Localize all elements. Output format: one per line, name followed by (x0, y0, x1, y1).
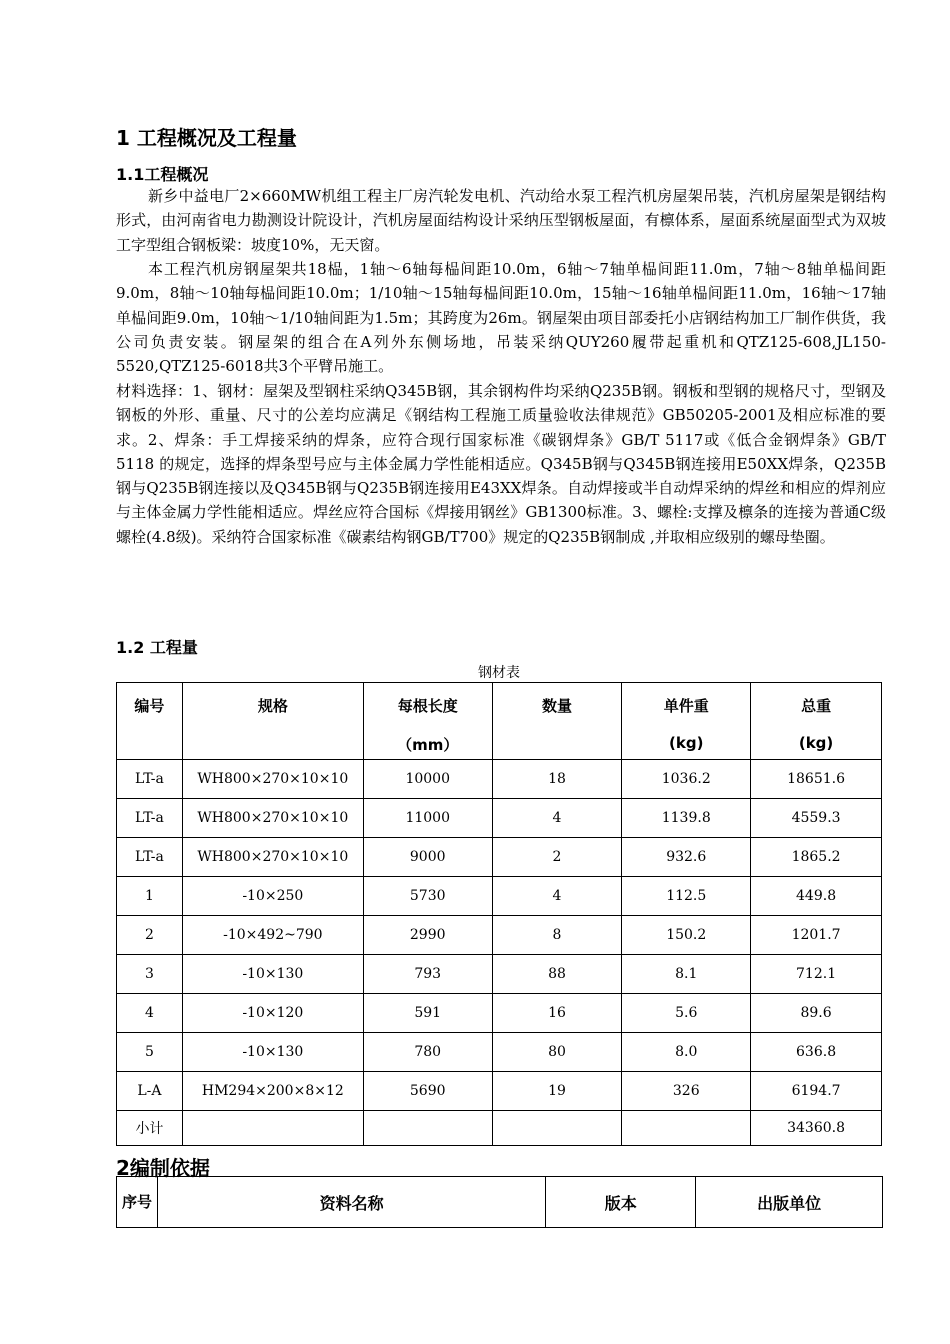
materials-paragraph: 材料选择：1、钢材：屋架及型钢柱采纳Q345B钢，其余钢构件均采纳Q235B钢。钢板和型钢的规格尺寸，型钢及钢板的外形、重量、尺寸的公差均应满足《钢结构工程施工质量验收法律规范》GB50205-2001及相应标准的要求。2、焊条：手工焊接采纳的焊条，应符合现行国家标准《碳钢焊条》GB/T 5117或《低合金钢焊条》GB/T 5118 的规定，选择的焊条型号应与主体金属力学性能相适应。Q345B钢与Q345B钢连接用E50XX焊条，Q235B钢与Q235B钢连接以及Q345B钢与Q235B钢连接用E43XX焊条。自动焊接或半自动焊采纳的焊丝和相应的焊剂应与主体金属力学性能相适应。焊丝应符合国标《焊接用钢丝》GB1300标准。3、螺栓:支撑及檩条的连接为普通C级螺栓(4.8级)。采纳符合国家标准《碳素结构钢GB/T700》规定的Q235B钢制成 ,并取相应级别的螺母垫圈。 (116, 382, 886, 546)
cell-unit-weight: 150.2 (622, 916, 751, 955)
cell-unit-weight: 8.1 (622, 955, 751, 994)
steel-table-subtotal-row (117, 1111, 882, 1146)
cell-spec: -10×492~790 (182, 916, 363, 955)
header-quantity: 数量 (492, 683, 622, 760)
cell-id: 4 (117, 994, 183, 1033)
section-2-title: 2编制依据 (116, 1156, 210, 1180)
subtotal-empty-cell (622, 1111, 751, 1146)
cell-spec: -10×120 (182, 994, 363, 1033)
header-publisher: 出版单位 (696, 1177, 883, 1228)
cell-spec: -10×130 (182, 1033, 363, 1072)
cell-spec: WH800×270×10×10 (182, 799, 363, 838)
header-serial-no: 序号 (117, 1177, 158, 1228)
cell-id: 5 (117, 1033, 183, 1072)
section-1-2-title: 1.2 工程量 (116, 638, 198, 657)
table-row (117, 1072, 882, 1111)
cell-spec: -10×130 (182, 955, 363, 994)
cell-length: 5690 (363, 1072, 492, 1111)
cell-unit-weight: 932.6 (622, 838, 751, 877)
steel-table (116, 682, 882, 1146)
cell-spec: WH800×270×10×10 (182, 760, 363, 799)
cell-quantity: 8 (492, 916, 622, 955)
cell-id: LT-a (117, 760, 183, 799)
cell-quantity: 80 (492, 1033, 622, 1072)
header-document-name: 资料名称 (157, 1177, 545, 1228)
subtotal-empty-cell (182, 1111, 363, 1146)
header-total-weight: 总重 (kg) (751, 683, 882, 760)
cell-total-weight: 636.8 (751, 1033, 882, 1072)
cell-quantity: 88 (492, 955, 622, 994)
cell-id: L-A (117, 1072, 183, 1111)
cell-quantity: 4 (492, 799, 622, 838)
cell-length: 793 (363, 955, 492, 994)
cell-quantity: 19 (492, 1072, 622, 1111)
cell-length: 780 (363, 1033, 492, 1072)
cell-length: 10000 (363, 760, 492, 799)
cell-length: 5730 (363, 877, 492, 916)
cell-total-weight: 712.1 (751, 955, 882, 994)
table-row (117, 955, 882, 994)
reference-table-header-row (117, 1177, 883, 1228)
subtotal-label: 小计 (117, 1111, 183, 1146)
cell-unit-weight: 8.0 (622, 1033, 751, 1072)
table-row (117, 994, 882, 1033)
cell-unit-weight: 5.6 (622, 994, 751, 1033)
cell-length: 9000 (363, 838, 492, 877)
subtotal-empty-cell (492, 1111, 622, 1146)
cell-total-weight: 1201.7 (751, 916, 882, 955)
overview-paragraph-1: 新乡中益电厂2×660MW机组工程主厂房汽轮发电机、汽动给水泵工程汽机房屋架吊装，汽机房屋架是钢结构形式，由河南省电力勘测设计院设计，汽机房屋面结构设计采纳压型钢板屋面，有檩体系，屋面系统屋面型式为双坡工字型组合钢板梁：坡度10%，无天窗。 (116, 187, 886, 254)
cell-id: 2 (117, 916, 183, 955)
steel-table-caption: 钢材表 (478, 665, 520, 681)
reference-table (116, 1176, 883, 1228)
cell-unit-weight: 112.5 (622, 877, 751, 916)
table-row (117, 916, 882, 955)
cell-quantity: 2 (492, 838, 622, 877)
cell-id: 1 (117, 877, 183, 916)
header-length: 每根长度 （mm） (363, 683, 492, 760)
cell-total-weight: 4559.3 (751, 799, 882, 838)
cell-total-weight: 18651.6 (751, 760, 882, 799)
cell-quantity: 18 (492, 760, 622, 799)
cell-unit-weight: 326 (622, 1072, 751, 1111)
cell-unit-weight: 1139.8 (622, 799, 751, 838)
cell-total-weight: 1865.2 (751, 838, 882, 877)
cell-total-weight: 89.6 (751, 994, 882, 1033)
cell-quantity: 16 (492, 994, 622, 1033)
section-1-title: 1 工程概况及工程量 (116, 126, 297, 150)
cell-quantity: 4 (492, 877, 622, 916)
cell-id: LT-a (117, 799, 183, 838)
table-row (117, 838, 882, 877)
header-version: 版本 (546, 1177, 696, 1228)
cell-length: 11000 (363, 799, 492, 838)
cell-length: 591 (363, 994, 492, 1033)
steel-table-header-row (117, 683, 882, 760)
header-id: 编号 (117, 683, 183, 760)
header-spec: 规格 (182, 683, 363, 760)
cell-spec: HM294×200×8×12 (182, 1072, 363, 1111)
subtotal-empty-cell (363, 1111, 492, 1146)
overview-paragraph-2: 本工程汽机房钢屋架共18榀，1轴～6轴每榀间距10.0m，6轴～7轴单榀间距11.0m，7轴～8轴单榀间距9.0m，8轴～10轴每榀间距10.0m；1/10轴～15轴每榀间距10.0m，15轴～16轴单榀间距11.0m，16轴～17轴单榀间距9.0m，10轴～1/10轴间距为1.5m；其跨度为26m。钢屋架由项目部委托小店钢结构加工厂制作供货，我公司负责安装。钢屋架的组合在A列外东侧场地，吊装采纳QUY260履带起重机和QTZ125-608,JL150-5520,QTZ125-6018共3个平臂吊施工。 (116, 260, 886, 376)
table-row (117, 877, 882, 916)
cell-total-weight: 6194.7 (751, 1072, 882, 1111)
cell-length: 2990 (363, 916, 492, 955)
cell-spec: WH800×270×10×10 (182, 838, 363, 877)
table-row (117, 799, 882, 838)
cell-unit-weight: 1036.2 (622, 760, 751, 799)
section-1-1-title: 1.1工程概况 (116, 165, 209, 184)
cell-total-weight: 449.8 (751, 877, 882, 916)
subtotal-value: 34360.8 (751, 1111, 882, 1146)
table-row (117, 760, 882, 799)
cell-id: 3 (117, 955, 183, 994)
header-unit-weight: 单件重 (kg) (622, 683, 751, 760)
table-row (117, 1033, 882, 1072)
cell-spec: -10×250 (182, 877, 363, 916)
cell-id: LT-a (117, 838, 183, 877)
